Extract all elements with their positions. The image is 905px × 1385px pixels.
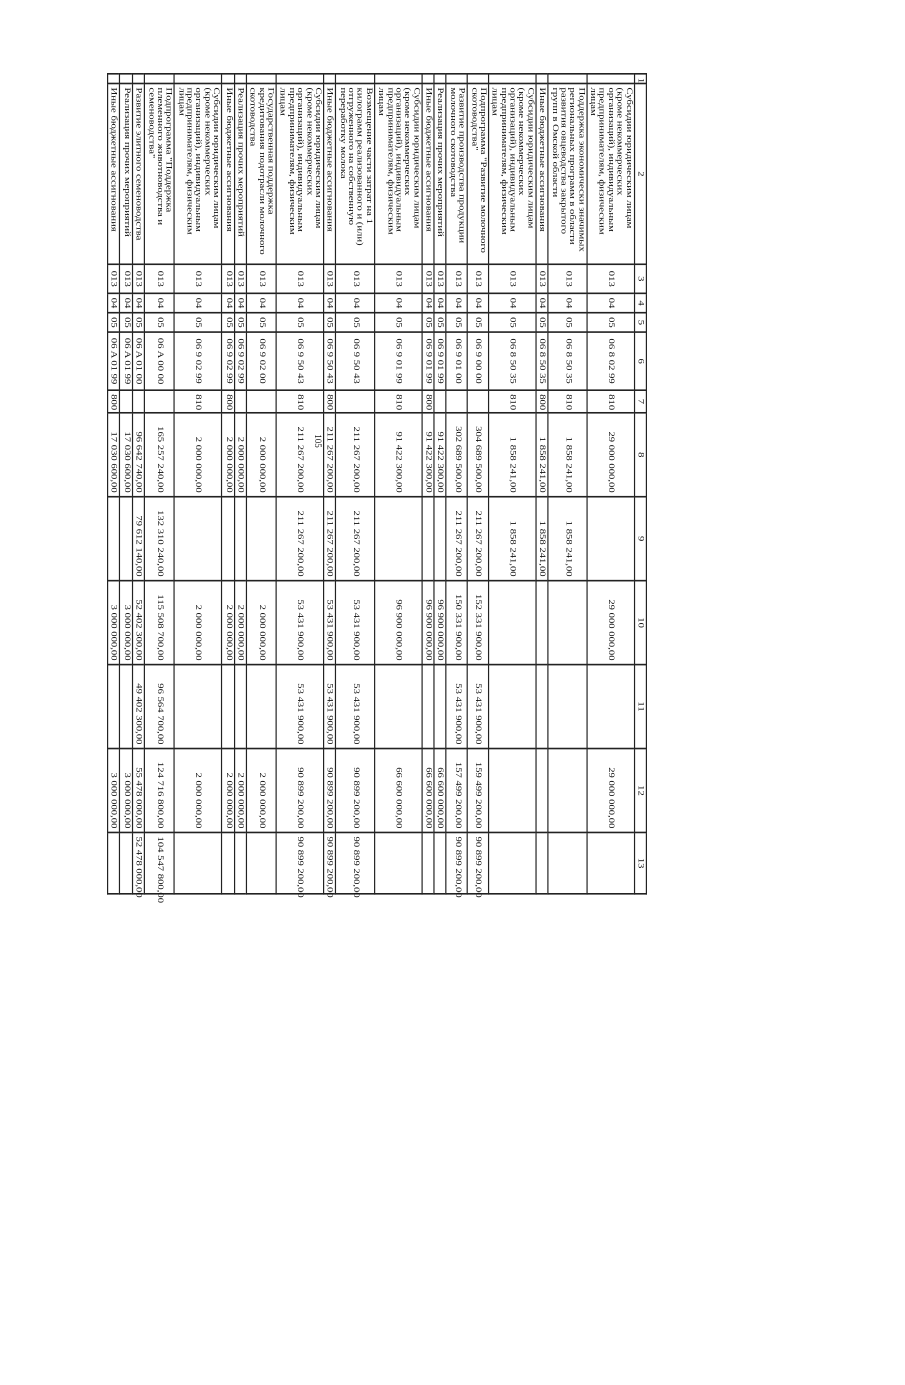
cell-c6: 06 8 50 35 <box>548 332 587 390</box>
cell-c6: 06 9 01 00 <box>446 332 467 390</box>
cell-c4: 04 <box>246 293 276 312</box>
cell-c11 <box>434 665 446 749</box>
cell-c10: 52 402 300,00 <box>132 581 144 665</box>
cell-c6: 06 9 01 99 <box>422 332 434 390</box>
cell-c8: 2 000 000,00 <box>234 413 246 497</box>
cell-c9 <box>374 497 421 581</box>
cell-c9: 1 858 241,00 <box>536 497 548 581</box>
cell-c9: 211 267 200,00 <box>467 497 488 581</box>
column-number: 8 <box>634 413 646 497</box>
table-row <box>246 74 276 894</box>
cell-c6: 06 9 01 99 <box>374 332 421 390</box>
cell-c8: 304 689 500,00 <box>467 413 488 497</box>
cell-c13: 90 899 200,00 <box>324 832 336 893</box>
cell-c11 <box>536 665 548 749</box>
cell-c3: 013 <box>174 264 221 293</box>
row-name-cell: Поддержка экономически значимых региональных программ в области развития овцеводства закрытого групп в Омской области <box>548 83 587 264</box>
cell-c4: 04 <box>422 293 434 312</box>
cell-c3: 013 <box>222 264 234 293</box>
cell-c10: 53 431 900,00 <box>324 581 336 665</box>
cell-c11: 53 431 900,00 <box>467 665 488 749</box>
cell-c13: 104 547 800,00 <box>145 832 175 893</box>
cell-c6: 06 A 01 99 <box>120 332 132 390</box>
cell-c11 <box>120 665 132 749</box>
cell-c5: 05 <box>108 313 120 332</box>
cell-c10: 53 431 900,00 <box>276 581 323 665</box>
cell-c5: 05 <box>120 313 132 332</box>
cell-c7 <box>467 390 488 413</box>
cell-c3: 013 <box>374 264 421 293</box>
row-name-cell: Иные бюджетные ассигнования <box>222 83 234 264</box>
cell-c13 <box>246 832 276 893</box>
row-marker-cell <box>174 74 221 84</box>
cell-c12: 157 499 200,00 <box>446 749 467 833</box>
cell-c12: 29 000 000,00 <box>587 749 634 833</box>
cell-c11 <box>548 665 587 749</box>
cell-c9: 1 858 241,00 <box>548 497 587 581</box>
cell-c5: 05 <box>536 313 548 332</box>
cell-c13: 52 478 000,00 <box>132 832 144 893</box>
row-marker-cell <box>120 74 132 84</box>
cell-c10 <box>536 581 548 665</box>
cell-c12: 66 600 000,00 <box>434 749 446 833</box>
column-number: 13 <box>634 832 646 893</box>
cell-c9: 211 267 200,00 <box>336 497 375 581</box>
cell-c4: 04 <box>467 293 488 312</box>
table-row <box>548 74 587 894</box>
cell-c5: 05 <box>324 313 336 332</box>
cell-c9: 211 267 200,00 <box>324 497 336 581</box>
row-name-cell: Иные бюджетные ассигнования <box>422 83 434 264</box>
cell-c13: 90 899 200,00 <box>276 832 323 893</box>
cell-c4: 04 <box>489 293 536 312</box>
row-marker-cell <box>489 74 536 84</box>
table-row <box>222 74 234 894</box>
row-marker-cell <box>276 74 323 84</box>
cell-c11 <box>587 665 634 749</box>
table-row <box>536 74 548 894</box>
cell-c7 <box>434 390 446 413</box>
cell-c11 <box>374 665 421 749</box>
cell-c3: 013 <box>489 264 536 293</box>
cell-c8: 1 858 241,00 <box>489 413 536 497</box>
cell-c8: 1 858 241,00 <box>548 413 587 497</box>
cell-c6: 06 9 50 43 <box>336 332 375 390</box>
table-row <box>422 74 434 894</box>
row-marker-cell <box>374 74 421 84</box>
cell-c7: 810 <box>374 390 421 413</box>
cell-c13 <box>489 832 536 893</box>
table-row <box>374 74 421 894</box>
cell-c3: 013 <box>145 264 175 293</box>
cell-c12 <box>548 749 587 833</box>
cell-c9: 1 858 241,00 <box>489 497 536 581</box>
cell-c9: 132 310 240,00 <box>145 497 175 581</box>
column-number: 9 <box>634 497 646 581</box>
cell-c8: 1 858 241,00 <box>536 413 548 497</box>
cell-c5: 05 <box>467 313 488 332</box>
cell-c7: 800 <box>324 390 336 413</box>
cell-c11: 53 431 900,00 <box>446 665 467 749</box>
row-name-cell: Субсидии юридическим лицам (кроме некоммерческих организаций), индивидуальным предпринимателям, физическим лицам <box>587 83 634 264</box>
row-name-cell: Иные бюджетные ассигнования <box>536 83 548 264</box>
cell-c9 <box>174 497 221 581</box>
table-row <box>587 74 634 894</box>
cell-c11: 53 431 900,00 <box>336 665 375 749</box>
cell-c11: 96 564 700,00 <box>145 665 175 749</box>
cell-c3: 013 <box>467 264 488 293</box>
cell-c10 <box>548 581 587 665</box>
cell-c10: 2 000 000,00 <box>174 581 221 665</box>
cell-c7 <box>120 390 132 413</box>
cell-c5: 05 <box>422 313 434 332</box>
cell-c13 <box>548 832 587 893</box>
cell-c6: 06 9 00 00 <box>467 332 488 390</box>
cell-c4: 04 <box>336 293 375 312</box>
cell-c7: 800 <box>422 390 434 413</box>
row-name-cell: Реализация прочих мероприятий <box>234 83 246 264</box>
cell-c8: 302 689 500,00 <box>446 413 467 497</box>
cell-c3: 013 <box>336 264 375 293</box>
cell-c8: 2 000 000,00 <box>174 413 221 497</box>
cell-c13 <box>587 832 634 893</box>
cell-c7 <box>145 390 175 413</box>
cell-c11 <box>108 665 120 749</box>
cell-c11 <box>222 665 234 749</box>
page-number: 105 <box>313 434 323 448</box>
cell-c10: 96 900 000,00 <box>374 581 421 665</box>
table-row <box>108 74 120 894</box>
cell-c13 <box>374 832 421 893</box>
cell-c8: 211 267 200,00 <box>276 413 323 497</box>
cell-c3: 013 <box>234 264 246 293</box>
row-marker-cell <box>246 74 276 84</box>
cell-c6: 06 8 50 35 <box>489 332 536 390</box>
row-marker-cell <box>548 74 587 84</box>
row-name-cell: Государственная поддержка кредитования подотрасли молочного скотоводства <box>246 83 276 264</box>
row-name-cell: Субсидии юридическим лицам (кроме некоммерческих организаций), индивидуальным предпринимателям, физическим лицам <box>374 83 421 264</box>
cell-c6: 06 9 02 00 <box>246 332 276 390</box>
row-name-cell: Иные бюджетные ассигнования <box>324 83 336 264</box>
cell-c4: 04 <box>120 293 132 312</box>
row-name-cell: Возмещение части затрат на 1 килограмм реализованного и (или) отгруженного на собственную переработку молока <box>336 83 375 264</box>
cell-c10: 96 900 000,00 <box>422 581 434 665</box>
table-row <box>434 74 446 894</box>
cell-c4: 04 <box>174 293 221 312</box>
cell-c13: 90 899 200,00 <box>467 832 488 893</box>
cell-c10: 96 900 000,00 <box>434 581 446 665</box>
table-row <box>467 74 488 894</box>
column-number: 5 <box>634 313 646 332</box>
cell-c6: 06 8 02 99 <box>587 332 634 390</box>
cell-c8: 2 000 000,00 <box>222 413 234 497</box>
cell-c6: 06 A 01 00 <box>132 332 144 390</box>
cell-c6: 06 9 02 99 <box>174 332 221 390</box>
cell-c13 <box>222 832 234 893</box>
row-name-cell: Субсидии юридическим лицам (кроме некоммерческих организаций), индивидуальным предпринимателям, физическим лицам <box>174 83 221 264</box>
cell-c12 <box>489 749 536 833</box>
cell-c7 <box>132 390 144 413</box>
cell-c8: 91 422 300,00 <box>374 413 421 497</box>
cell-c8: 29 000 000,00 <box>587 413 634 497</box>
cell-c6: 06 9 02 99 <box>222 332 234 390</box>
cell-c9 <box>234 497 246 581</box>
cell-c13 <box>108 832 120 893</box>
cell-c12: 3 000 000,00 <box>108 749 120 833</box>
cell-c9: 211 267 200,00 <box>276 497 323 581</box>
cell-c7 <box>336 390 375 413</box>
cell-c12 <box>536 749 548 833</box>
cell-c3: 013 <box>324 264 336 293</box>
row-name-cell: Иные бюджетные ассигнования <box>108 83 120 264</box>
table-row <box>276 74 323 894</box>
cell-c3: 013 <box>434 264 446 293</box>
cell-c7: 810 <box>489 390 536 413</box>
column-number-row <box>634 74 646 894</box>
column-number: 12 <box>634 749 646 833</box>
cell-c12: 2 000 000,00 <box>222 749 234 833</box>
row-name-cell: Реализация прочих мероприятий <box>434 83 446 264</box>
cell-c9 <box>587 497 634 581</box>
cell-c13 <box>422 832 434 893</box>
cell-c10: 150 331 900,00 <box>446 581 467 665</box>
cell-c12: 90 899 200,00 <box>324 749 336 833</box>
cell-c10: 2 000 000,00 <box>234 581 246 665</box>
cell-c10: 115 508 700,00 <box>145 581 175 665</box>
cell-c10: 2 000 000,00 <box>246 581 276 665</box>
cell-c4: 04 <box>276 293 323 312</box>
cell-c10 <box>489 581 536 665</box>
cell-c12: 159 499 200,00 <box>467 749 488 833</box>
cell-c3: 013 <box>536 264 548 293</box>
table-row <box>120 74 132 894</box>
cell-c3: 013 <box>587 264 634 293</box>
table-row <box>234 74 246 894</box>
cell-c12: 2 000 000,00 <box>246 749 276 833</box>
cell-c7: 810 <box>548 390 587 413</box>
row-marker-cell <box>587 74 634 84</box>
table-row <box>336 74 375 894</box>
cell-c5: 05 <box>222 313 234 332</box>
column-number: 2 <box>634 83 646 264</box>
cell-c10: 2 000 000,00 <box>222 581 234 665</box>
cell-c9 <box>108 497 120 581</box>
row-marker-cell <box>132 74 144 84</box>
cell-c7: 800 <box>222 390 234 413</box>
cell-c12: 90 899 200,00 <box>276 749 323 833</box>
cell-c11 <box>234 665 246 749</box>
cell-c13 <box>120 832 132 893</box>
row-marker-cell <box>422 74 434 84</box>
column-number: 10 <box>634 581 646 665</box>
cell-c10: 53 431 900,00 <box>336 581 375 665</box>
table-row <box>446 74 467 894</box>
cell-c11 <box>174 665 221 749</box>
row-name-cell: Субсидии юридическим лицам (кроме некоммерческих организаций), индивидуальным предпринимателям, физическим лицам <box>276 83 323 264</box>
cell-c4: 04 <box>536 293 548 312</box>
budget-table-container <box>44 73 647 1385</box>
cell-c3: 013 <box>276 264 323 293</box>
cell-c9 <box>246 497 276 581</box>
cell-c6: 06 9 01 99 <box>434 332 446 390</box>
table-row <box>145 74 175 894</box>
cell-c3: 013 <box>120 264 132 293</box>
cell-c7 <box>246 390 276 413</box>
cell-c4: 04 <box>587 293 634 312</box>
row-marker-cell <box>108 74 120 84</box>
cell-c8: 2 000 000,00 <box>246 413 276 497</box>
cell-c3: 013 <box>246 264 276 293</box>
cell-c12: 90 899 200,00 <box>336 749 375 833</box>
cell-c8: 17 030 600,00 <box>108 413 120 497</box>
cell-c4: 04 <box>222 293 234 312</box>
cell-c12: 2 000 000,00 <box>174 749 221 833</box>
cell-c12: 66 600 000,00 <box>422 749 434 833</box>
cell-c13 <box>536 832 548 893</box>
cell-c5: 05 <box>234 313 246 332</box>
cell-c5: 05 <box>132 313 144 332</box>
cell-c8: 96 642 740,00 <box>132 413 144 497</box>
row-name-cell: Субсидии юридическим лицам (кроме некоммерческих организаций), индивидуальным предпринимателям, физическим лицам <box>489 83 536 264</box>
cell-c10: 152 331 900,00 <box>467 581 488 665</box>
cell-c6: 06 9 50 43 <box>276 332 323 390</box>
cell-c4: 04 <box>446 293 467 312</box>
cell-c5: 05 <box>489 313 536 332</box>
cell-c5: 05 <box>434 313 446 332</box>
row-name-cell: Реализация прочих мероприятий <box>120 83 132 264</box>
cell-c6: 06 A 01 99 <box>108 332 120 390</box>
row-marker-cell <box>222 74 234 84</box>
table-row <box>324 74 336 894</box>
cell-c13: 90 899 200,00 <box>446 832 467 893</box>
cell-c12: 3 000 000,00 <box>120 749 132 833</box>
cell-c3: 013 <box>132 264 144 293</box>
cell-c5: 05 <box>145 313 175 332</box>
cell-c3: 013 <box>422 264 434 293</box>
column-number: 1 <box>634 74 646 84</box>
column-number: 6 <box>634 332 646 390</box>
cell-c7 <box>446 390 467 413</box>
row-marker-cell <box>324 74 336 84</box>
cell-c12: 66 600 000,00 <box>374 749 421 833</box>
table-row <box>489 74 536 894</box>
cell-c13 <box>174 832 221 893</box>
cell-c4: 04 <box>434 293 446 312</box>
cell-c9 <box>120 497 132 581</box>
row-name-cell: Подпрограмма "Поддержка племенного животноводства и семеноводства" <box>145 83 175 264</box>
cell-c8: 17 030 600,00 <box>120 413 132 497</box>
cell-c13 <box>434 832 446 893</box>
cell-c13 <box>234 832 246 893</box>
column-number: 4 <box>634 293 646 312</box>
cell-c4: 04 <box>145 293 175 312</box>
cell-c4: 04 <box>132 293 144 312</box>
row-marker-cell <box>434 74 446 84</box>
row-name-cell: Подпрограмма "Развитие молочного скотоводства" <box>467 83 488 264</box>
cell-c9: 79 612 140,00 <box>132 497 144 581</box>
column-number: 3 <box>634 264 646 293</box>
cell-c5: 05 <box>587 313 634 332</box>
cell-c5: 05 <box>374 313 421 332</box>
cell-c8: 91 422 300,00 <box>434 413 446 497</box>
table-row <box>174 74 221 894</box>
cell-c12: 124 716 800,00 <box>145 749 175 833</box>
cell-c4: 04 <box>374 293 421 312</box>
row-marker-cell <box>145 74 175 84</box>
cell-c6: 06 9 50 43 <box>324 332 336 390</box>
cell-c6: 06 8 50 35 <box>536 332 548 390</box>
cell-c7: 810 <box>276 390 323 413</box>
cell-c5: 05 <box>548 313 587 332</box>
cell-c5: 05 <box>276 313 323 332</box>
cell-c8: 91 422 300,00 <box>422 413 434 497</box>
cell-c7 <box>234 390 246 413</box>
column-number: 7 <box>634 390 646 413</box>
cell-c4: 04 <box>324 293 336 312</box>
cell-c8: 165 257 240,00 <box>145 413 175 497</box>
column-number: 11 <box>634 665 646 749</box>
row-marker-cell <box>234 74 246 84</box>
cell-c7: 800 <box>536 390 548 413</box>
cell-c6: 06 9 02 99 <box>234 332 246 390</box>
cell-c12: 2 000 000,00 <box>234 749 246 833</box>
cell-c7: 800 <box>108 390 120 413</box>
cell-c5: 05 <box>446 313 467 332</box>
cell-c9 <box>222 497 234 581</box>
cell-c11 <box>489 665 536 749</box>
cell-c3: 013 <box>548 264 587 293</box>
cell-c5: 05 <box>336 313 375 332</box>
cell-c4: 04 <box>234 293 246 312</box>
cell-c4: 04 <box>548 293 587 312</box>
row-name-cell: Развитие элитного семеноводства <box>132 83 144 264</box>
cell-c3: 013 <box>108 264 120 293</box>
cell-c11: 53 431 900,00 <box>276 665 323 749</box>
cell-c9 <box>434 497 446 581</box>
row-marker-cell <box>336 74 375 84</box>
cell-c7: 810 <box>587 390 634 413</box>
cell-c8: 211 267 200,00 <box>324 413 336 497</box>
cell-c3: 013 <box>446 264 467 293</box>
cell-c11: 53 431 900,00 <box>324 665 336 749</box>
cell-c13: 90 899 200,00 <box>336 832 375 893</box>
cell-c5: 05 <box>246 313 276 332</box>
row-marker-cell <box>467 74 488 84</box>
cell-c11 <box>246 665 276 749</box>
cell-c10: 3 000 000,00 <box>108 581 120 665</box>
cell-c11: 49 402 300,00 <box>132 665 144 749</box>
cell-c10: 3 000 000,00 <box>120 581 132 665</box>
cell-c9: 211 267 200,00 <box>446 497 467 581</box>
cell-c8: 211 267 200,00 <box>336 413 375 497</box>
cell-c11 <box>422 665 434 749</box>
cell-c7: 810 <box>174 390 221 413</box>
row-marker-cell <box>446 74 467 84</box>
table-body <box>108 74 634 904</box>
budget-table <box>107 73 647 904</box>
cell-c9 <box>422 497 434 581</box>
cell-c6: 06 A 00 00 <box>145 332 175 390</box>
cell-c10: 29 000 000,00 <box>587 581 634 665</box>
cell-c5: 05 <box>174 313 221 332</box>
cell-c12: 55 478 000,00 <box>132 749 144 833</box>
row-marker-cell <box>536 74 548 84</box>
cell-c4: 04 <box>108 293 120 312</box>
table-row <box>132 74 144 894</box>
row-name-cell: Развитие производства продукции молочного скотоводства <box>446 83 467 264</box>
